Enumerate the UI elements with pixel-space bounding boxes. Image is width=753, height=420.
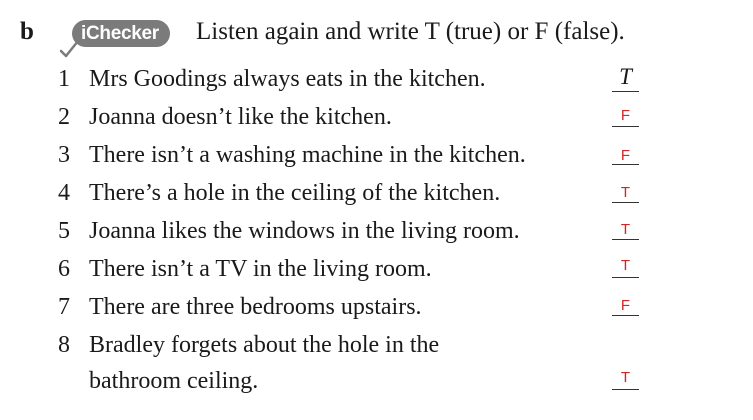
- item-statement-continued: bathroom ceiling.: [89, 368, 259, 394]
- item-number: 7: [58, 294, 70, 320]
- item-statement: Joanna likes the windows in the living room.: [89, 218, 520, 244]
- answer-value: T: [619, 64, 632, 89]
- answer-blank: [612, 91, 639, 92]
- item-number: 4: [58, 180, 70, 206]
- answer-blank: [612, 315, 639, 316]
- answer-blank: [612, 126, 639, 127]
- instruction-text: Listen again and write T (true) or F (false).: [196, 18, 625, 45]
- answer-value: F: [620, 297, 631, 314]
- item-statement: Bradley forgets about the hole in the: [89, 332, 440, 358]
- answer-value: F: [620, 147, 631, 164]
- answer-value: T: [620, 257, 631, 274]
- item-statement: Mrs Goodings always eats in the kitchen.: [89, 66, 486, 92]
- ichecker-badge: iChecker: [72, 20, 170, 47]
- answer-blank: [612, 277, 639, 278]
- list-item: [0, 326, 753, 402]
- answer-value: T: [620, 221, 631, 238]
- item-number: 2: [58, 104, 70, 130]
- answer-value: F: [620, 107, 631, 124]
- answer-blank: [612, 389, 639, 390]
- item-number: 1: [58, 66, 70, 92]
- item-number: 5: [58, 218, 70, 244]
- item-statement: There isn’t a TV in the living room.: [89, 256, 432, 282]
- answer-blank: [612, 202, 639, 203]
- list-item: [0, 98, 753, 136]
- answer-blank: [612, 164, 639, 165]
- list-item: [0, 136, 753, 174]
- item-number: 6: [58, 256, 70, 282]
- item-statement: There are three bedrooms upstairs.: [89, 294, 422, 320]
- answer-value: T: [620, 369, 631, 386]
- item-statement: There’s a hole in the ceiling of the kitchen.: [89, 180, 501, 206]
- exercise-letter: b: [20, 18, 34, 45]
- list-item: [0, 212, 753, 250]
- answer-blank: [612, 239, 639, 240]
- item-statement: There isn’t a washing machine in the kitchen.: [89, 142, 526, 168]
- list-item: [0, 250, 753, 288]
- list-item: [0, 174, 753, 212]
- list-item: [0, 288, 753, 326]
- item-statement: Joanna doesn’t like the kitchen.: [89, 104, 392, 130]
- item-number: 8: [58, 332, 70, 358]
- list-item: [0, 60, 753, 98]
- answer-value: T: [620, 184, 631, 201]
- item-number: 3: [58, 142, 70, 168]
